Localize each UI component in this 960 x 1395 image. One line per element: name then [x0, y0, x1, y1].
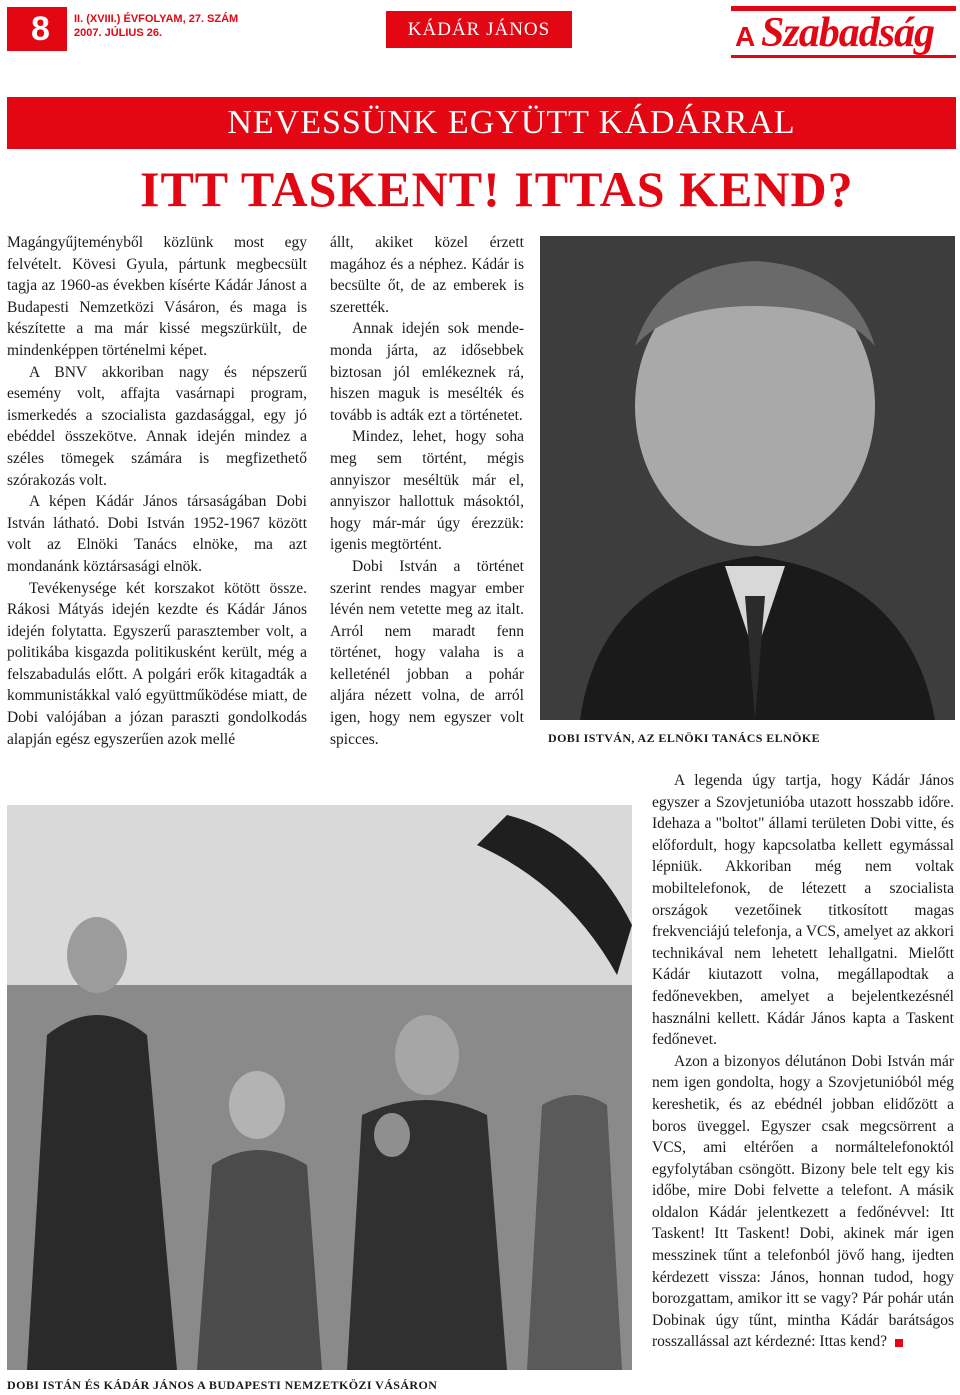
- paragraph: A BNV akkoriban nagy és népszerű esemény volt, affajta vasárnapi program, ismerkedés a szocialista gazdasággal, egy jó ebéddel összekötve. Annak idején mindez a széles tömegek számára is megfizethető szórakozás volt.: [7, 363, 307, 489]
- group-photo: [7, 805, 632, 1370]
- paragraph: Dobi István a történet szerint rendes magyar ember lévén nem vetette meg az italt. Arról nem maradt fenn történet, hogy valaha is a kelleténél jobban a pohár aljára nézett volna, de arról igen, hogy nem egyszer volt spicces.: [330, 557, 524, 748]
- paragraph: Tevékenysége két korszakot kötött össze. Rákosi Mátyás idején kezdte és Kádár János idején folytatta. Egyszerű parasztember volt, a politikába kisgazda politikusként került, még a felszabadulás előtt. A polgári erők kitagadták a kommunistákkal való együttműködése miatt, de Dobi valójában a józan paraszti gondolkodás alapján egész egyszerűen azok mellé: [7, 579, 307, 748]
- paragraph: A képen Kádár János társaságában Dobi István látható. Dobi István 1952-1967 között volt az Elnöki Tanács elnöke, ma azt mondanánk köztársasági elnök.: [7, 493, 307, 575]
- portrait-illustration: [540, 236, 955, 720]
- date-line: 2007. JÚLIUS 26.: [74, 27, 163, 39]
- paragraph-text: Azon a bizonyos délutánon Dobi István már nem igen gondolta, hogy a Szovjetunióból még kereshetik, és az ebédnél jobban elidőzött a boros üveggel. Egyszer csak megcsörrent a VCS, ami eltérően a normáltelefonoktól egyfolytában csöngött. Bizony bele telt egy kis időbe, mire Dobi felvette a telefont. A másik oldalon Kádár jelentkezett a fedőnévvel: Itt Taskent! Itt Taskent! Dobi, akinek már igen messzinek tűnt a telefonból jövő hang, ijedten kérdezett vissza: János, honnan tudod, hogy borozgattam, amikor itt se vagy? Pár pohár után Dobinak úgy tűnt, mintha Kádár barátságos rosszallással azt kérdezné: Ittas kend?: [652, 1052, 954, 1351]
- portrait-photo: [540, 236, 955, 720]
- paragraph: Mindez, lehet, hogy soha meg sem történt, mégis annyiszor meséltük már el, annyiszor hallottuk másoktól, hogy már-már úgy érezzük: igenis megtörtént.: [330, 428, 524, 554]
- group-illustration: [7, 805, 632, 1370]
- group-caption: DOBI ISTÁN ÉS KÁDÁR JÁNOS A BUDAPESTI NEMZETKÖZI VÁSÁRON: [7, 1378, 438, 1392]
- article-kicker: NEVESSÜNK EGYÜTT KÁDÁRRAL: [7, 97, 956, 149]
- portrait-caption: DOBI ISTVÁN, AZ ELNÖKI TANÁCS ELNÖKE: [548, 731, 821, 745]
- end-of-article-mark: [895, 1339, 903, 1347]
- paragraph: [652, 1051, 954, 1353]
- paragraph: Magángyűjteményből közlünk most egy felvételt. Kövesi Gyula, pártunk megbecsült tagja az 1960-as években kísérte Kádár Jánost a Budapesti Nemzetközi Vásáron, és maga is készítette a ma már kissé megszürkült, de mindenképpen történelmi képet.: [7, 234, 307, 359]
- article-column-2: [330, 232, 524, 750]
- section-label: KÁDÁR JÁNOS: [386, 11, 572, 48]
- issue-info: [74, 12, 304, 40]
- logo-prefix: A: [735, 21, 756, 52]
- paragraph: állt, akiket közel érzett magához és a néphez. Kádár is becsülte őt, de az emberek is szerették.: [330, 234, 524, 316]
- newspaper-logo: [731, 6, 956, 58]
- article-headline: ITT TASKENT! ITTAS KEND?: [140, 161, 854, 217]
- volume-line: II. (XVIII.) ÉVFOLYAM, 27. SZÁM: [74, 13, 239, 25]
- article-column-1: [7, 232, 307, 750]
- page-number: 8: [7, 7, 67, 51]
- article-column-3: [652, 770, 954, 1353]
- paragraph: A legenda úgy tartja, hogy Kádár János egyszer a Szovjetunióba utazott hosszabb időre. Idehaza a "boltot" állami területen Dobi vitte, és előfordult, hogy kapcsolatba kellett egymással lépniük. Akkoriban még nem voltak mobiltelefonok, de létezett a szocialista országok vezetőinek titkosított magas frekvenciájú telefonja, a VCS, amelyet az akkori technikával nem lehetett lehallgatni. Mielőtt Kádár kiutazott volna, megállapodtak a fedőnevekben, amelyet a bejelentkezésnél használni kellett. Kádár János kapta a Taskent fedőnevet.: [652, 772, 954, 1049]
- paragraph: Annak idején sok mende-monda járta, az idősebbek biztosan jól emlékeznek rá, hiszen maguk is mesélték és tovább is adták ezt a történetet.: [330, 320, 524, 424]
- logo-name: Szabadság: [761, 10, 935, 56]
